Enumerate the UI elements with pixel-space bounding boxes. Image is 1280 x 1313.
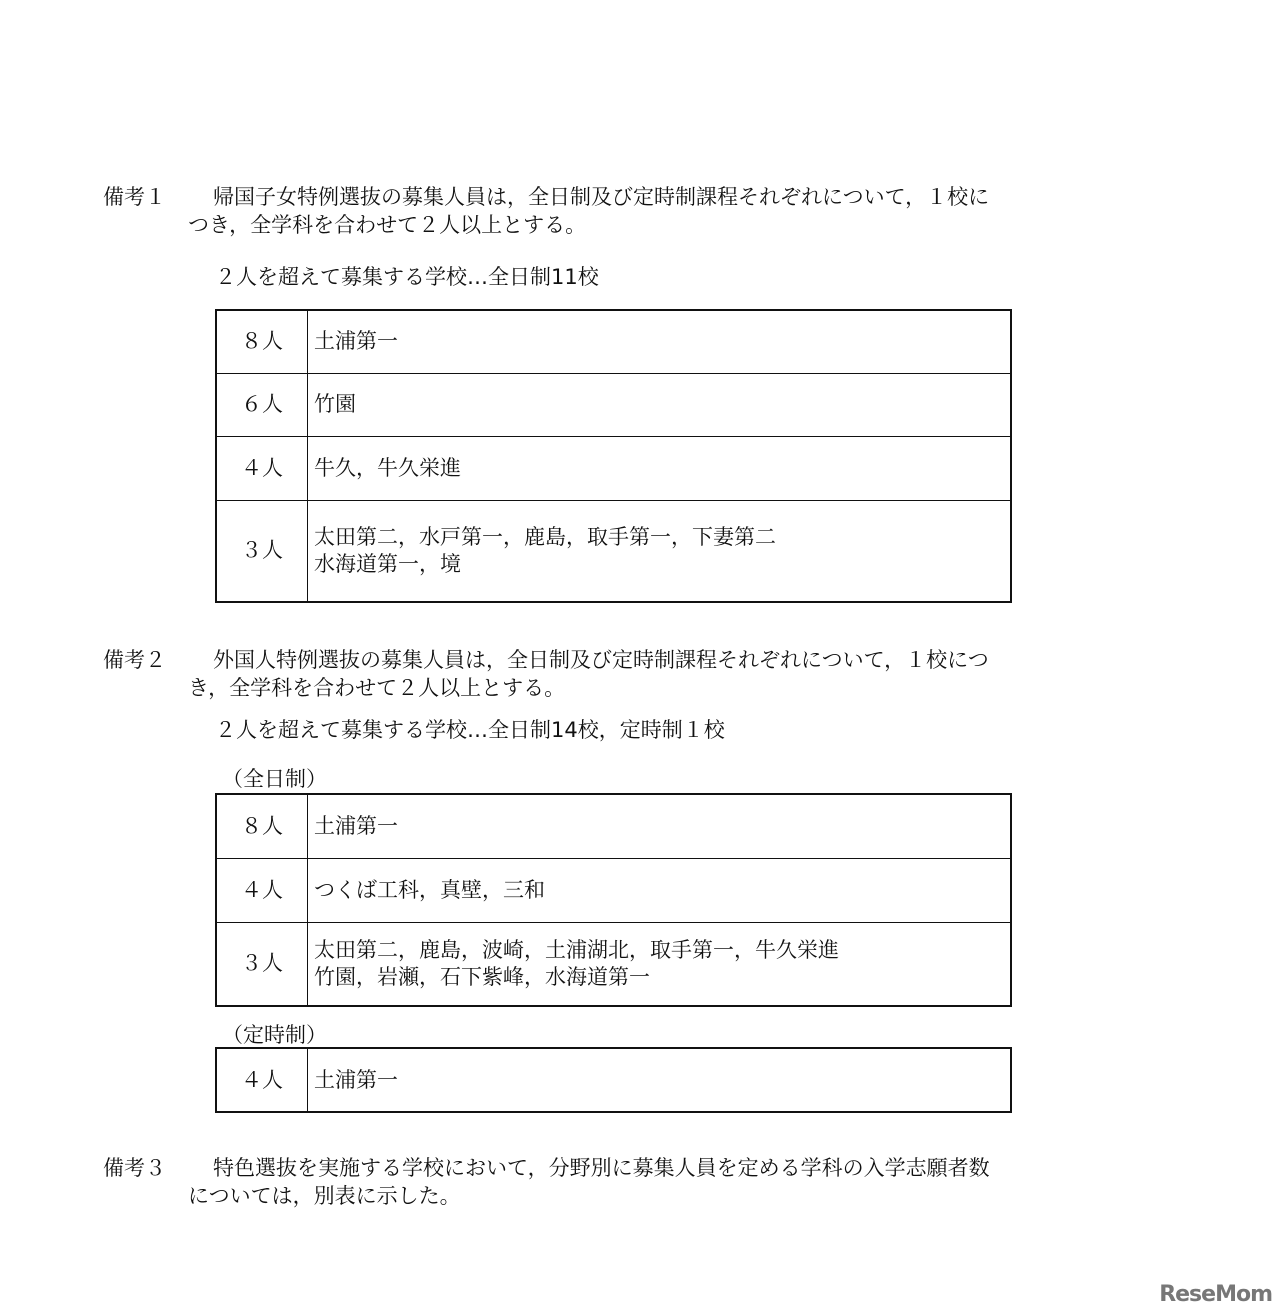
schools-line: 太田第二，水戸第一，鹿島，取手第一，下妻第二 bbox=[314, 524, 776, 549]
schools-cell bbox=[308, 922, 1012, 1006]
table-row bbox=[216, 922, 1011, 1006]
note2-line2: き，全学科を合わせて２人以上とする。 bbox=[188, 676, 566, 700]
table-row bbox=[216, 500, 1011, 602]
note2-label: 備考２ bbox=[103, 648, 166, 672]
foreign-fulltime-table bbox=[215, 793, 1012, 1007]
schools-line: 水海道第一，境 bbox=[314, 551, 461, 576]
table-row bbox=[216, 1048, 1011, 1112]
note3-label: 備考３ bbox=[103, 1156, 166, 1180]
count-cell: ３人 bbox=[216, 922, 308, 1006]
note2-line1: 外国人特例選抜の募集人員は，全日制及び定時制課程それぞれについて，１校につ bbox=[213, 648, 989, 672]
schools-cell: 土浦第一 bbox=[308, 794, 1012, 858]
schools-cell: 土浦第一 bbox=[308, 1048, 1012, 1112]
table-row bbox=[216, 858, 1011, 922]
schools-cell: つくば工科，真壁，三和 bbox=[308, 858, 1012, 922]
note1-summary: ２人を超えて募集する学校…全日制11校 bbox=[215, 265, 599, 289]
fulltime-label: （全日制） bbox=[222, 767, 327, 791]
count-cell: ３人 bbox=[216, 500, 308, 602]
schools-line: 太田第二，鹿島，波崎，土浦湖北，取手第一，牛久栄進 bbox=[314, 937, 839, 962]
parttime-label: （定時制） bbox=[222, 1023, 327, 1047]
schools-cell: 竹園 bbox=[308, 373, 1012, 436]
table-row bbox=[216, 373, 1011, 436]
note3-line2: については，別表に示した。 bbox=[188, 1184, 461, 1208]
schools-cell: 土浦第一 bbox=[308, 310, 1012, 373]
note1-line1: 帰国子女特例選抜の募集人員は，全日制及び定時制課程それぞれについて，１校に bbox=[213, 185, 990, 209]
count-cell: ８人 bbox=[216, 310, 308, 373]
returnee-table bbox=[215, 309, 1012, 603]
table-row bbox=[216, 310, 1011, 373]
note1-line2: つき，全学科を合わせて２人以上とする。 bbox=[188, 213, 587, 237]
count-cell: ４人 bbox=[216, 858, 308, 922]
count-cell: ４人 bbox=[216, 436, 308, 500]
schools-line: 竹園，岩瀬，石下紫峰，水海道第一 bbox=[314, 964, 650, 989]
schools-cell: 牛久，牛久栄進 bbox=[308, 436, 1012, 500]
count-cell: ６人 bbox=[216, 373, 308, 436]
table-row bbox=[216, 436, 1011, 500]
note1-label: 備考１ bbox=[103, 185, 166, 209]
resemom-logo: ReseMom bbox=[1159, 1282, 1272, 1307]
foreign-parttime-table bbox=[215, 1047, 1012, 1113]
table-row bbox=[216, 794, 1011, 858]
schools-cell bbox=[308, 500, 1012, 602]
note2-summary: ２人を超えて募集する学校…全日制14校，定時制１校 bbox=[215, 718, 725, 742]
count-cell: ８人 bbox=[216, 794, 308, 858]
count-cell: ４人 bbox=[216, 1048, 308, 1112]
note3-line1: 特色選抜を実施する学校において，分野別に募集人員を定める学科の入学志願者数 bbox=[213, 1156, 990, 1180]
